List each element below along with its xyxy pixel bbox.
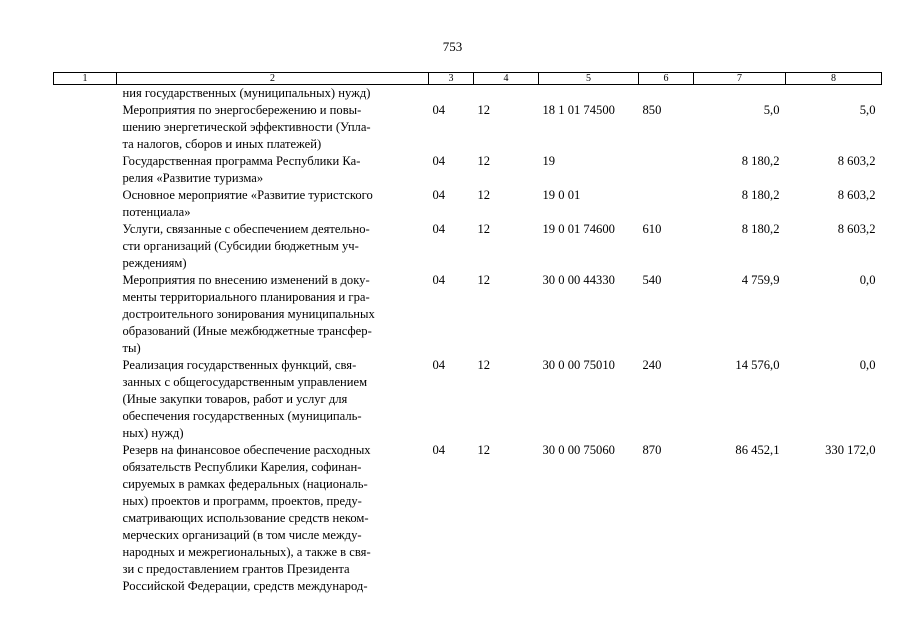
- row-target-article: 30 0 00 75060: [542, 443, 615, 457]
- row-section: 04: [432, 443, 446, 457]
- row-sum-year1: 5,0: [763, 103, 780, 117]
- row-section: 04: [432, 358, 446, 372]
- page-number: 753: [442, 39, 463, 54]
- row-name: ния государственных (муниципальных) нужд): [122, 86, 371, 100]
- row-expense-type: 870: [642, 443, 662, 457]
- row-sum-year1: 8 180,2: [741, 154, 780, 168]
- column-header: 7: [694, 73, 786, 85]
- row-section: [429, 85, 474, 103]
- table-body: [54, 85, 882, 596]
- row-sum-year1: [694, 85, 786, 103]
- row-sum-year2: 8 603,2: [837, 222, 876, 236]
- column-header: 3: [429, 73, 474, 85]
- row-sum-year1: 8 180,2: [741, 222, 780, 236]
- row-expense-type: 240: [642, 358, 662, 372]
- row-sum-year2: 0,0: [859, 273, 876, 287]
- row-target-article: 19 0 01 74600: [542, 222, 615, 236]
- row-empty-cell: [54, 187, 117, 221]
- table-row: [54, 187, 882, 221]
- row-name: Услуги, связанные с обеспечением деятельно- сти организаций (Субсидии бюджетным уч- реждениям): [122, 222, 370, 270]
- row-target-article: 30 0 00 75010: [542, 358, 615, 372]
- column-header: 5: [539, 73, 639, 85]
- row-section: 04: [432, 103, 446, 117]
- row-expense-type: 540: [642, 273, 662, 287]
- row-sum-year1: 86 452,1: [735, 443, 780, 457]
- table-row: [54, 272, 882, 357]
- table-row: [54, 102, 882, 153]
- row-target-article: 19 0 01: [542, 188, 581, 202]
- budget-table: [53, 72, 882, 595]
- row-subsection: 12: [477, 273, 491, 287]
- row-expense-type: [639, 153, 694, 187]
- row-expense-type: 850: [642, 103, 662, 117]
- column-header: 1: [54, 73, 117, 85]
- table-row: [54, 442, 882, 595]
- row-section: 04: [432, 222, 446, 236]
- row-subsection: 12: [477, 103, 491, 117]
- table-row: [54, 153, 882, 187]
- row-empty-cell: [54, 272, 117, 357]
- row-expense-type: [639, 85, 694, 103]
- column-header: 4: [474, 73, 539, 85]
- row-subsection: 12: [477, 222, 491, 236]
- row-target-article: [539, 85, 639, 103]
- row-subsection: 12: [477, 154, 491, 168]
- row-subsection: 12: [477, 188, 491, 202]
- row-empty-cell: [54, 153, 117, 187]
- row-sum-year2: [786, 85, 882, 103]
- row-empty-cell: [54, 221, 117, 272]
- table-row: [54, 85, 882, 103]
- row-sum-year2: 330 172,0: [825, 443, 876, 457]
- row-sum-year2: 8 603,2: [837, 188, 876, 202]
- row-name: Реализация государственных функций, свя- занных с общегосударственным управлением (Иные закупки товаров, работ и услуг для обеспечения государственных (муниципаль- ных) нужд): [122, 358, 368, 440]
- row-subsection: [474, 85, 539, 103]
- row-sum-year1: 14 576,0: [735, 358, 780, 372]
- row-section: 04: [432, 188, 446, 202]
- row-target-article: 19: [542, 154, 556, 168]
- row-expense-type: [639, 187, 694, 221]
- row-empty-cell: [54, 102, 117, 153]
- row-expense-type: 610: [642, 222, 662, 236]
- row-empty-cell: [54, 442, 117, 595]
- row-sum-year1: 4 759,9: [741, 273, 780, 287]
- row-name: Основное мероприятие «Развитие туристского потенциала»: [122, 188, 373, 219]
- table-header: [54, 73, 882, 85]
- row-name: Мероприятия по внесению изменений в доку- менты территориального планирования и гра- достроительного зонирования муниципальных образований (Иные межбюджетные трансфер- ты): [122, 273, 375, 355]
- column-header: 6: [639, 73, 694, 85]
- column-header: 2: [117, 73, 429, 85]
- row-subsection: 12: [477, 443, 491, 457]
- row-sum-year2: 8 603,2: [837, 154, 876, 168]
- row-sum-year2: 0,0: [859, 358, 876, 372]
- row-name: Государственная программа Республики Ка- релия «Развитие туризма»: [122, 154, 361, 185]
- row-section: 04: [432, 154, 446, 168]
- table-row: [54, 221, 882, 272]
- row-subsection: 12: [477, 358, 491, 372]
- row-name: Резерв на финансовое обеспечение расходных обязательств Республики Карелия, софинан- сируемых в рамках федеральных (националь- ных) проектов и программ, проектов, преду- сматривающих использование средств неком- мерческих организаций (в том числе между- народных и межрегиональных), а также в свя- зи с предоставлением грантов Президента Российской Федерации, средств международ-: [122, 443, 371, 593]
- row-target-article: 30 0 00 44330: [542, 273, 615, 287]
- column-header: 8: [786, 73, 882, 85]
- row-name: Мероприятия по энергосбережению и повы- шению энергетической эффективности (Упла- та налогов, сборов и иных платежей): [122, 103, 371, 151]
- row-section: 04: [432, 273, 446, 287]
- row-sum-year1: 8 180,2: [741, 188, 780, 202]
- row-empty-cell: [54, 357, 117, 442]
- table-row: [54, 357, 882, 442]
- row-sum-year2: 5,0: [859, 103, 876, 117]
- header-row: [54, 73, 882, 85]
- row-target-article: 18 1 01 74500: [542, 103, 615, 117]
- row-empty-cell: [54, 85, 117, 103]
